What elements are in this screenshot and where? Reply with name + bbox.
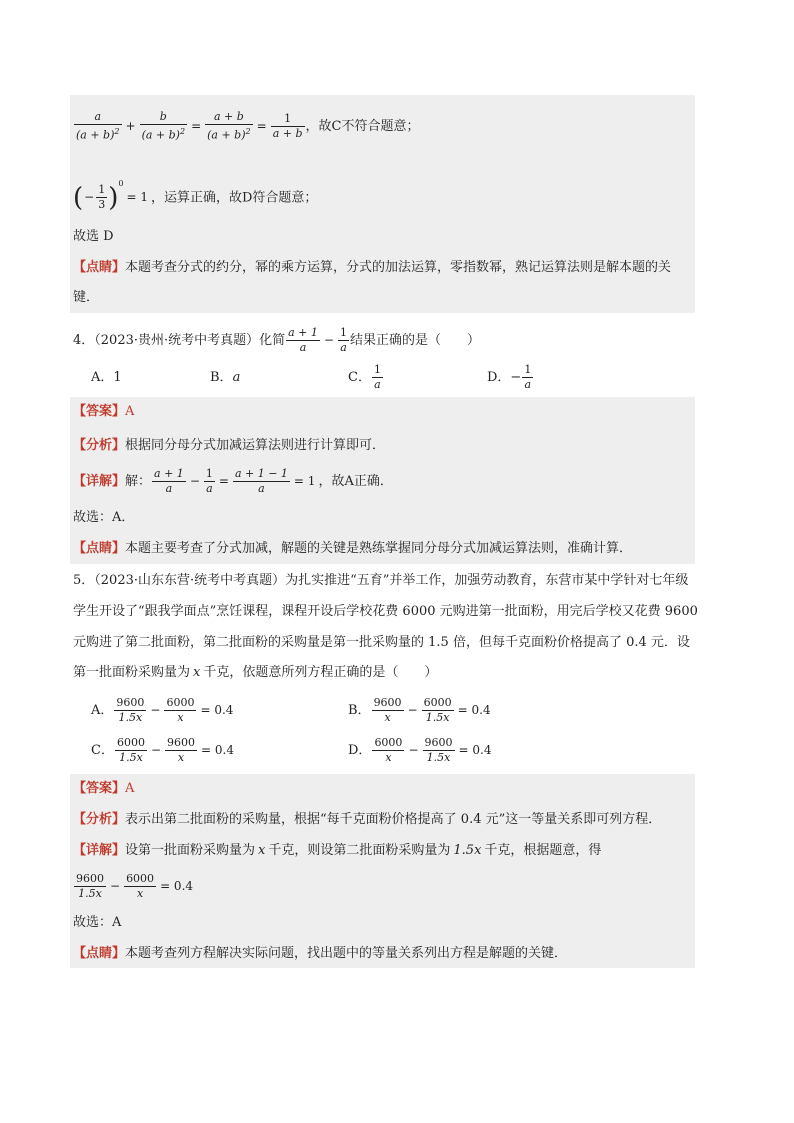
fraction: $\frac{6000}{x}$: [166, 696, 195, 724]
fraction: $\frac{1}{3}$: [98, 183, 106, 212]
q5-option-c: C． $\frac{6000}{1.5x}$ − $\frac{9600}{x}$ = 0.4: [91, 736, 234, 764]
q4-stem: 4．（2023·贵州·统考中考真题）化简 $\frac{a + 1}{a}$ − $\frac{1}{a}$ 结果正确的是（ ）: [73, 326, 480, 354]
q4-choice: 故选：A．: [73, 510, 135, 525]
fraction: $\frac{9600}{x}$: [373, 696, 402, 724]
fraction: $\frac{a + 1 - 1}{a}$: [234, 467, 288, 495]
q5-stem-4: 第一批面粉采购量为 x 千克，依题意所列方程正确的是（ ）: [73, 665, 438, 680]
q5-dianjing: 【点睛】本题考查列方程解决实际问题，找出题中的等量关系列出方程是解题的关键．: [73, 946, 568, 961]
q4-option-c: C． $\frac{1}{a}$: [348, 363, 381, 391]
fraction: $\frac{9600}{1.5x}$: [116, 696, 145, 724]
q4-option-b: B．a: [210, 370, 241, 385]
q5-stem-2: 学生开设了“跟我学面点”烹饪课程，课程开设后学校花费 6000 元购进第一批面粉，用完后学校又花费 9600: [73, 604, 698, 619]
q4-option-a: A．1: [91, 370, 122, 385]
q5-stem-1: 5．（2023·山东东营·统考中考真题）为扎实推进“五育”并举工作，加强劳动教育，东营市某中学针对七年级: [73, 573, 689, 588]
fraction: $\frac{1}{a + b}$: [272, 112, 303, 140]
fraction: $\frac{a + 1}{a}$: [288, 326, 318, 354]
q5-detail-equation: $\frac{9600}{1.5x}$ − $\frac{6000}{x}$ = 0.4: [76, 872, 194, 900]
q3-choice: 故选 D: [73, 229, 114, 244]
fraction: $\frac{1}{a}$: [524, 363, 532, 391]
q3-c-text: ，故C不符合题意；: [305, 119, 420, 134]
q5-detail: 【详解】设第一批面粉采购量为 x 千克，则设第二批面粉采购量为 1.5x 千克，根据题意，得: [73, 843, 602, 858]
q5-option-d: D． $\frac{6000}{x}$ − $\frac{9600}{1.5x}$ = 0.4: [348, 736, 492, 764]
q5-stem-3: 元购进了第二批面粉，第二批面粉的采购量是第一批采购量的 1.5 倍，但每千克面粉价格提高了 0.4 元．设: [73, 635, 690, 650]
q5-analysis: 【分析】表示出第二批面粉的采购量，根据“每千克面粉价格提高了 0.4 元”这一等量关系即可列方程．: [73, 812, 662, 827]
q4-option-d: D．− $\frac{1}{a}$: [487, 363, 532, 391]
q3-dianjing-1: 【点睛】本题考查分式的约分，幂的乘方运算，分式的加法运算，零指数幂，熟记运算法则是解本题的关: [73, 260, 672, 275]
q4-detail: 【详解】解： $\frac{a + 1}{a}$ − $\frac{1}{a}$ = $\frac{a + 1 - 1}{a}$ = 1 ，故A正确．: [73, 467, 393, 495]
fraction: $\frac{a}{(a + b)^2}$: [76, 110, 120, 142]
fraction: $\frac{9600}{1.5x}$: [424, 736, 453, 764]
q4-answer: 【答案】A: [73, 404, 135, 419]
q4-dianjing: 【点睛】本题主要考查了分式加减，解题的关键是熟练掌握同分母分式加减运算法则，准确计算．: [73, 541, 633, 556]
q5-option-b: B． $\frac{9600}{x}$ − $\frac{6000}{1.5x}$ = 0.4: [348, 696, 491, 724]
fraction: $\frac{9600}{x}$: [167, 736, 196, 764]
q3-dianjing-2: 键．: [73, 290, 100, 305]
fraction: $\frac{6000}{1.5x}$: [423, 696, 452, 724]
fraction: $\frac{6000}{1.5x}$: [116, 736, 145, 764]
dianjing-tag: 【点睛】: [73, 260, 126, 275]
fraction: $\frac{1}{a}$: [205, 467, 213, 495]
q3-d-text: ，运算正确，故D符合题意；: [150, 190, 318, 206]
fraction: $\frac{1}{a}$: [339, 326, 347, 354]
q5-answer: 【答案】A: [73, 781, 135, 796]
q5-option-a: A． $\frac{9600}{1.5x}$ − $\frac{6000}{x}$ = 0.4: [91, 696, 234, 724]
fraction: $\frac{6000}{x}$: [374, 736, 403, 764]
fraction: $\frac{9600}{1.5x}$: [76, 872, 104, 900]
fraction: $\frac{1}{a}$: [373, 363, 381, 391]
fraction: $\frac{a + 1}{a}$: [154, 467, 184, 495]
q3-line-c: $\frac{a}{(a + b)^2}$ + $\frac{b}{(a + b)^2}$ = $\frac{a + b}{(a + b)^2}$ = $\frac{1}{a + b}$ ，故C不符合题意；: [76, 110, 420, 142]
q3-line-d: (− $\frac{1}{3}$ )$^0$= 1 ，运算正确，故D符合题意；: [73, 179, 318, 213]
fraction: $\frac{6000}{x}$: [126, 872, 155, 900]
q5-choice: 故选：A: [73, 915, 122, 930]
q4-analysis: 【分析】根据同分母分式加减运算法则进行计算即可．: [73, 438, 386, 453]
fraction: $\frac{a + b}{(a + b)^2}$: [207, 110, 251, 142]
fraction: $\frac{b}{(a + b)^2}$: [141, 110, 186, 142]
